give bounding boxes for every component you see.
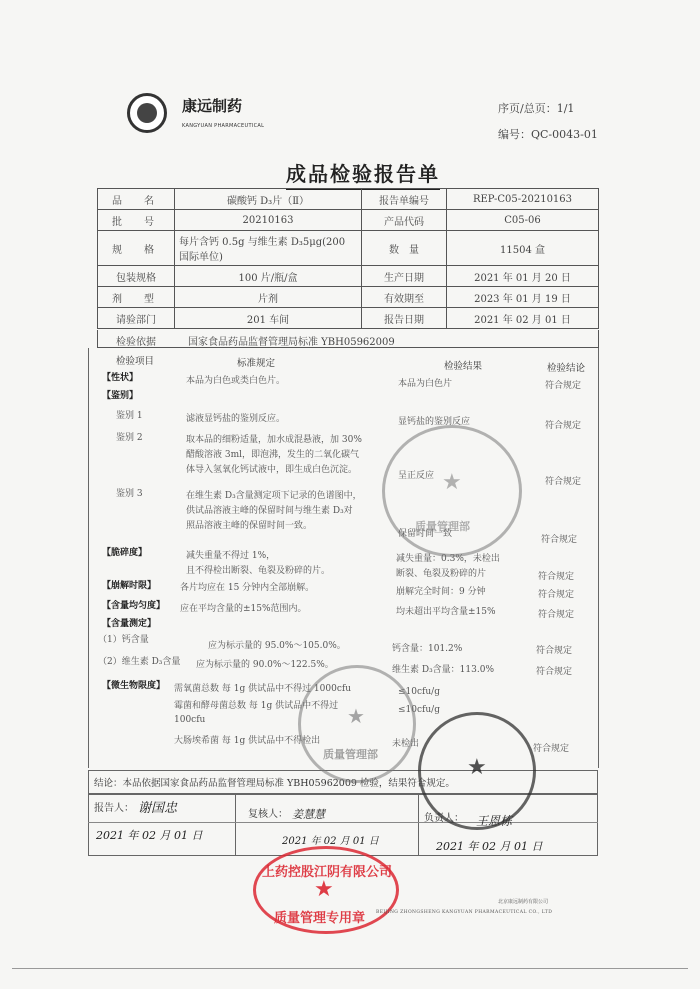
col-conclusion: 检验结论: [547, 363, 586, 374]
id2-con: 符合规定: [545, 477, 582, 487]
reporter-signature: 谢国忠: [138, 801, 178, 816]
micro-res-3: 未检出: [392, 739, 420, 749]
page-info: 序页/总页：1/1: [498, 102, 575, 115]
col-item: 检验项目: [116, 356, 155, 367]
star-icon: ★: [314, 877, 334, 902]
id1-label: 鉴别 1: [116, 411, 143, 421]
company-name: 康远制药: [182, 97, 243, 115]
vd-std: 应为标示量的 90.0%～122.5%。: [196, 660, 334, 670]
vd-res: 维生素 D₃含量：113.0%: [392, 665, 495, 675]
uniformity-label: 【含量均匀度】: [102, 601, 166, 611]
friability-res-1: 减失重量：0.3%，未检出: [396, 554, 500, 564]
micro-std-2: 霉菌和酵母菌总数 每 1g 供试品中不得过: [174, 701, 339, 711]
form-label: 剂 型: [98, 287, 175, 308]
report-no-label: 报告单编号: [362, 189, 447, 210]
dept-value: 201 车间: [175, 308, 362, 329]
id1-res: 显钙盐的鉴别反应: [398, 417, 471, 427]
id3-con: 符合规定: [541, 535, 578, 545]
assay-label: 【含量测定】: [102, 619, 157, 629]
uniformity-res: 均未超出平均含量±15%: [396, 607, 496, 617]
company-stamp-dark: [418, 712, 536, 830]
id3-res: 保留时间一致: [398, 529, 453, 539]
red-stamp-inner-text: 质量管理专用章: [274, 911, 366, 926]
red-stamp-outer-text: 上药控股江阴有限公司: [262, 865, 393, 880]
micro-con: 符合规定: [533, 744, 570, 754]
micro-std-4: 大肠埃希菌 每 1g 供试品中不得检出: [174, 736, 321, 746]
micro-std-3: 100cfu: [174, 715, 206, 725]
company-name-en: KANGYUAN PHARMACEUTICAL: [182, 123, 265, 129]
name-value: 碳酸钙 D₃片（Ⅱ）: [175, 189, 362, 210]
basis-row: [97, 330, 599, 348]
friability-std-1: 减失重量不得过 1%，: [186, 551, 276, 561]
company-logo-icon: [127, 93, 167, 133]
id2-std-3: 体导入氢氧化钙试液中，即生成白色沉淀。: [186, 465, 358, 475]
manager-label: 负责人：: [424, 813, 464, 824]
id2-std-2: 醋酸溶液 3ml，即泡沸，发生的二氧化碳气: [186, 450, 360, 460]
friability-res-2: 断裂、龟裂及粉碎的片: [396, 569, 487, 579]
appearance-res: 本品为白色片: [398, 379, 453, 389]
disintegration-std: 各片均应在 15 分钟内全部崩解。: [180, 583, 315, 593]
disintegration-con: 符合规定: [538, 590, 575, 600]
id3-std-3: 照品溶液主峰的保留时间一致。: [186, 521, 313, 531]
reporter-date: 2021 年 02 月 01 日: [96, 829, 203, 842]
reviewer-signature: 姜慧慧: [292, 808, 325, 821]
col-standard: 标准规定: [237, 358, 276, 369]
ca-res: 钙含量：101.2%: [392, 644, 463, 654]
appearance-con: 符合规定: [545, 381, 582, 391]
star-icon: ★: [467, 755, 487, 780]
sig-divider-2: [418, 794, 419, 856]
id1-con: 符合规定: [545, 421, 582, 431]
star-icon: ★: [347, 704, 365, 728]
qty-label: 数 量: [362, 231, 447, 266]
id3-label: 鉴别 3: [116, 489, 143, 499]
pack-value: 100 片/瓶/盒: [175, 266, 362, 287]
id2-std-1: 取本品的细粉适量，加水成混悬液，加 30%: [186, 435, 362, 445]
id3-std-1: 在维生素 D₃含量测定项下记录的色谱图中，: [186, 491, 362, 501]
quality-stamp-top: [382, 425, 522, 557]
ca-con: 符合规定: [536, 646, 573, 656]
footer-company-cn: 北京康远制药有限公司: [498, 899, 549, 905]
disintegration-label: 【崩解时限】: [102, 581, 157, 591]
ca-std: 应为标示量的 95.0%～105.0%。: [208, 641, 346, 651]
product-info-table: [97, 188, 599, 329]
exp-date-label: 有效期至: [362, 287, 447, 308]
batch-label: 批 号: [98, 210, 175, 231]
uniformity-std: 应在平均含量的±15%范围内。: [180, 604, 307, 614]
friability-std-2: 且不得检出断裂、龟裂及粉碎的片。: [186, 566, 331, 576]
friability-con: 符合规定: [538, 572, 575, 582]
id3-std-2: 供试品溶液主峰的保留时间与维生素 D₃对: [186, 506, 353, 516]
spec-value: 每片含钙 0.5g 与维生素 D₃5μg(200 国际单位): [175, 231, 362, 266]
uniformity-con: 符合规定: [538, 610, 575, 620]
vd-label: （2）维生素 D₃含量: [98, 657, 181, 667]
sig-divider-mid: [88, 822, 598, 823]
reporter-label: 报告人：: [94, 803, 134, 814]
report-date-value: 2021 年 02 月 01 日: [447, 308, 599, 329]
mfg-date-label: 生产日期: [362, 266, 447, 287]
report-title: 成品检验报告单: [286, 158, 440, 190]
microbial-label: 【微生物限度】: [102, 681, 166, 691]
code-label: 产品代码: [362, 210, 447, 231]
frame-right: [598, 348, 599, 768]
basis-label: 检验依据: [116, 337, 156, 348]
micro-res-1: ≤10cfu/g: [398, 687, 440, 697]
name-label: 品 名: [98, 189, 175, 210]
report-no-value: REP-C05-20210163: [447, 189, 599, 210]
qty-value: 11504 盒: [447, 231, 599, 266]
red-company-stamp: [253, 846, 399, 934]
manager-signature: 王恩栋: [476, 814, 513, 828]
star-icon: ★: [442, 470, 462, 495]
stamp-mid-text: 质量管理部: [323, 748, 378, 761]
batch-value: 20210163: [175, 210, 362, 231]
col-result: 检验结果: [444, 361, 483, 372]
appearance-std: 本品为白色或类白色片。: [186, 376, 286, 386]
micro-res-2: ≤10cfu/g: [398, 705, 440, 715]
doc-number: 编号：QC-0043-01: [498, 128, 598, 141]
manager-date: 2021 年 02 月 01 日: [436, 840, 543, 853]
dept-label: 请验部门: [98, 308, 175, 329]
conclusion-text: 结论：本品依据国家食品药品监督管理局标准 YBH05962009 检验，结果符合规定。: [94, 778, 455, 789]
disintegration-res: 崩解完全时间：9 分钟: [396, 587, 486, 597]
micro-std-1: 需氧菌总数 每 1g 供试品中不得过 1000cfu: [174, 684, 352, 694]
pack-label: 包装规格: [98, 266, 175, 287]
exp-date-value: 2023 年 01 月 19 日: [447, 287, 599, 308]
spec-label: 规 格: [98, 231, 175, 266]
mfg-date-value: 2021 年 01 月 20 日: [447, 266, 599, 287]
quality-stamp-mid: [298, 665, 416, 783]
frame-left: [88, 348, 89, 768]
sig-divider-1: [235, 794, 236, 856]
ca-label: （1）钙含量: [98, 635, 149, 645]
id2-res: 呈正反应: [398, 471, 435, 481]
code-value: C05-06: [447, 210, 599, 231]
footer-divider: [12, 968, 688, 969]
appearance-label: 【性状】: [102, 373, 139, 383]
stamp-top-text: 质量管理部: [415, 520, 470, 533]
form-value: 片剂: [175, 287, 362, 308]
reviewer-date: 2021 年 02 月 01 日: [282, 836, 379, 847]
report-date-label: 报告日期: [362, 308, 447, 329]
id1-std: 滤液显钙盐的鉴别反应。: [186, 414, 286, 424]
friability-label: 【脆碎度】: [102, 548, 148, 558]
footer-company-en: BEIJING ZHONGSHENG KANGYUAN PHARMACEUTICAL CO., LTD: [376, 910, 553, 915]
identification-label: 【鉴别】: [102, 391, 139, 401]
vd-con: 符合规定: [536, 667, 573, 677]
reviewer-label: 复核人：: [248, 809, 288, 820]
id2-label: 鉴别 2: [116, 433, 143, 443]
basis-value: 国家食品药品监督管理局标准 YBH05962009: [188, 337, 395, 348]
